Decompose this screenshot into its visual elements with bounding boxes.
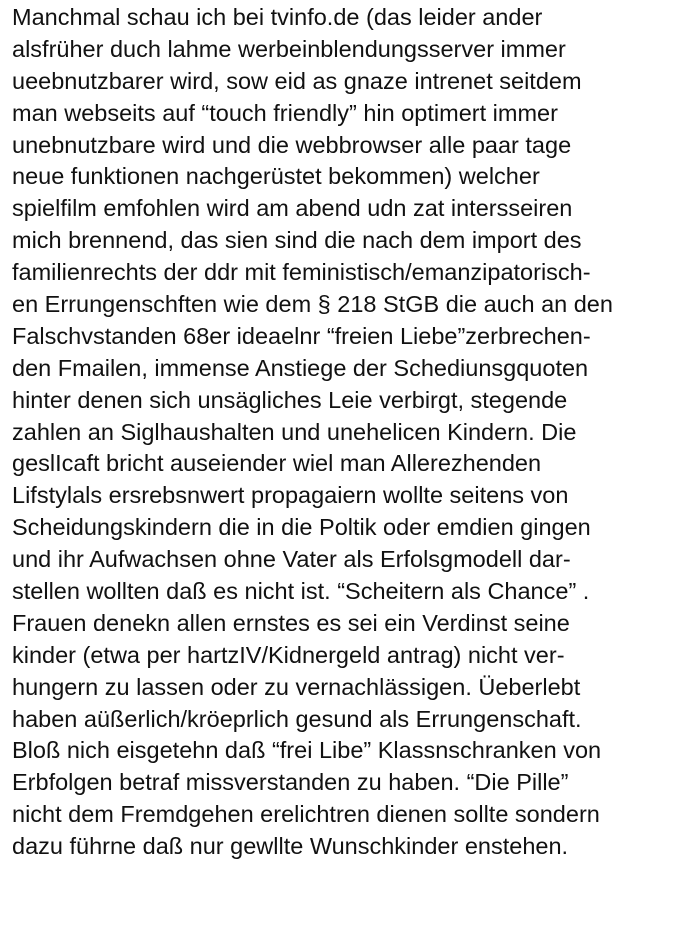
text-line: Frauen denekn allen ernstes es sei ein Verdinst seine	[12, 609, 570, 636]
text-line: Manchmal schau ich bei tvinfo.de (das leider ander	[12, 4, 543, 30]
text-line: geslIcaft bricht auseiender wiel man Allerezhenden	[12, 450, 542, 477]
text-line: nicht dem Fremdgehen erelichtren dienen sollte sondern	[12, 801, 600, 828]
text-line: hungern zu lassen oder zu vernachlässigen. Üeberlebt	[12, 673, 581, 700]
text-line: Lifstylals ersrebsnwert propagaiern wollte seitens von	[12, 482, 569, 509]
text-line: spielfilm emfohlen wird am abend udn zat intersseiren	[12, 195, 573, 222]
text-line: hinter denen sich unsägliches Leie verbirgt, stegende	[12, 386, 568, 413]
text-line: dazu führne daß nur gewllte Wunschkinder enstehen.	[12, 833, 569, 860]
text-line: familienrechts der ddr mit feministisch/emanzipatorisch-	[12, 259, 591, 286]
text-line: neue funktionen nachgerüstet bekommen) welcher	[12, 163, 540, 190]
text-line: mich brennend, das sien sind die nach dem import des	[12, 227, 582, 254]
text-line: stellen wollten daß es nicht ist. “Scheitern als Chance” .	[12, 578, 590, 605]
text-line: haben aüßerlich/kröeprlich gesund als Errungenschaft.	[12, 705, 582, 732]
text-line: ueebnutzbarer wird, sow eid as gnaze intrenet seitdem	[12, 67, 582, 94]
text-line: zahlen an Siglhaushalten und unehelicen Kindern. Die	[12, 418, 577, 445]
text-line: kinder (etwa per hartzIV/Kidnergeld antrag) nicht ver-	[12, 641, 565, 668]
text-line: Bloß nich eisgetehn daß “frei Libe” Klassnschranken von	[12, 737, 602, 764]
body-text	[12, 2, 680, 863]
text-line: und ihr Aufwachsen ohne Vater als Erfolsgmodell dar-	[12, 546, 571, 573]
text-line: man webseits auf “touch friendly” hin optimert immer	[12, 99, 558, 126]
text-line: en Errungenschften wie dem § 218 StGB die auch an den	[12, 291, 613, 318]
text-line: den Fmailen, immense Anstiege der Schediunsgquoten	[12, 354, 589, 381]
text-line: unebnutzbare wird und die webbrowser alle paar tage	[12, 131, 572, 158]
text-line: Falschvstanden 68er ideaelnr “freien Liebe”zerbrechen-	[12, 322, 591, 349]
text-line: alsfrüher duch lahme werbeinblendungsserver immer	[12, 35, 566, 62]
text-line: Scheidungskindern die in die Poltik oder emdien gingen	[12, 514, 591, 541]
text-line: Erbfolgen betraf missverstanden zu haben. “Die Pille”	[12, 769, 569, 796]
